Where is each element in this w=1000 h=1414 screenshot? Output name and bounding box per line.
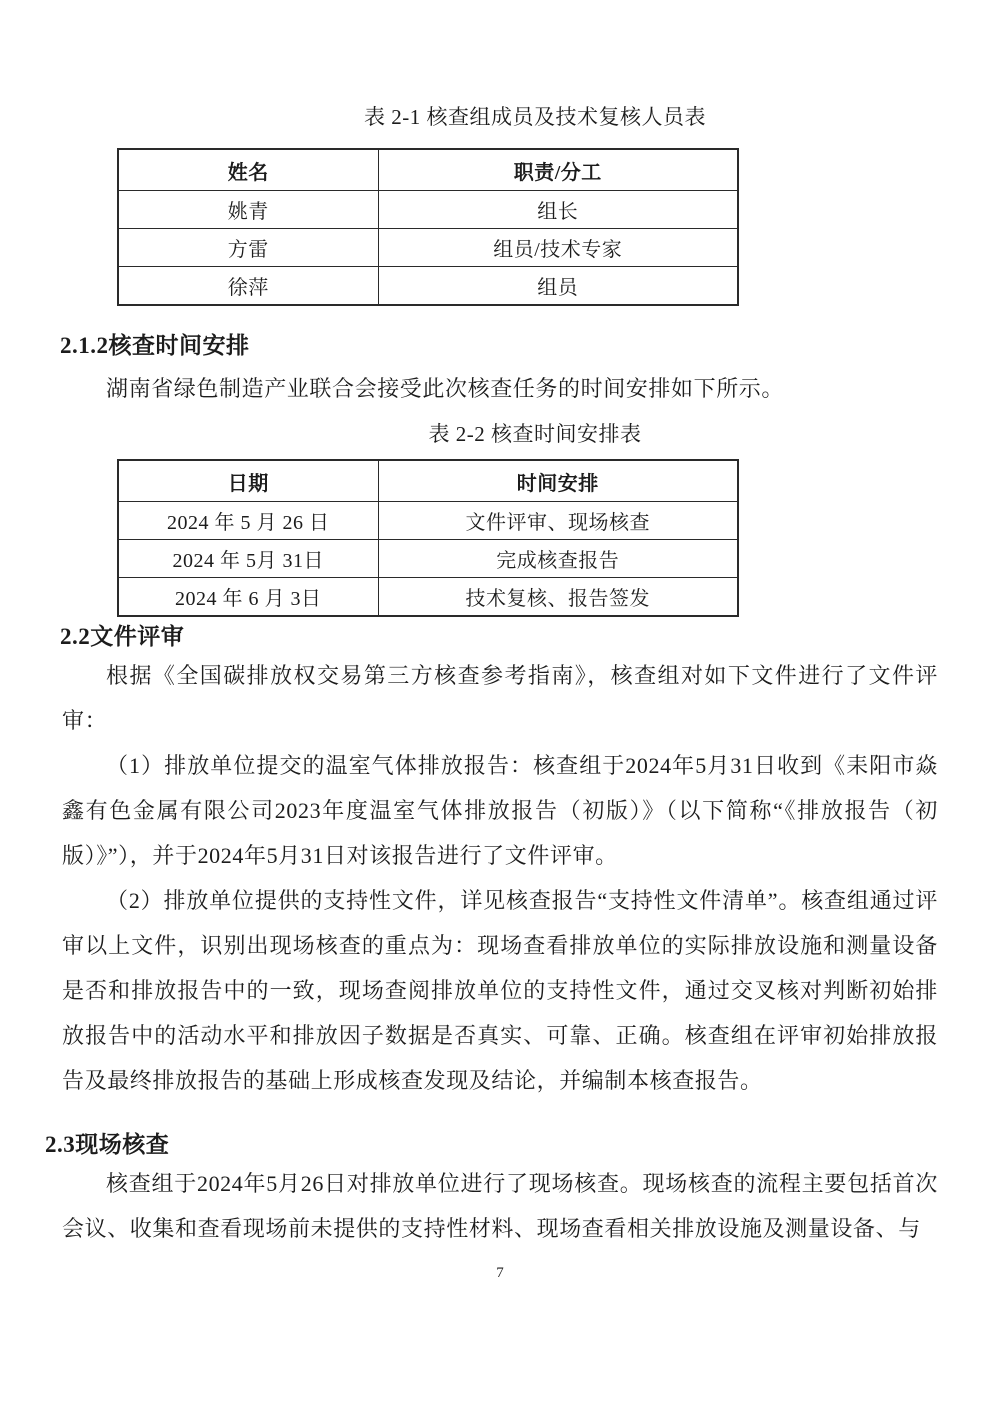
cell-name: 方雷	[118, 229, 378, 267]
cell-duty: 组员	[378, 267, 738, 306]
cell-duty: 组长	[378, 191, 738, 229]
table-2-2-schedule	[117, 459, 739, 617]
table-header-row	[118, 149, 738, 191]
section-heading-2-2: 2.2文件评审	[60, 624, 185, 649]
table-header-row	[118, 460, 738, 502]
table-2-2-caption: 表 2-2 核查时间安排表	[428, 422, 642, 446]
paragraph-schedule-intro: 湖南省绿色制造产业联合会接受此次核查任务的时间安排如下所示。	[106, 376, 785, 401]
cell-name: 徐萍	[118, 267, 378, 306]
table-row	[118, 267, 738, 306]
table-row	[118, 191, 738, 229]
paragraph-document-review-item2: （2）排放单位提供的支持性文件，详见核查报告“支持性文件清单”。核查组通过评审以上文件，识别出现场核查的重点为：现场查看排放单位的实际排放设施和测量设备是否和排放报告中的一致，现场查阅排放单位的支持性文件，通过交叉核对判断初始排放报告中的活动水平和排放因子数据是否真实、可靠、正确。核查组在评审初始排放报告及最终排放报告的基础上形成核查发现及结论，并编制本核查报告。	[62, 888, 938, 1093]
cell-name: 姚青	[118, 191, 378, 229]
cell-arrangement: 文件评审、现场核查	[378, 502, 738, 540]
column-header-duty: 职责/分工	[378, 149, 738, 191]
table-row	[118, 578, 738, 617]
paragraph-document-review-item1: （1）排放单位提交的温室气体排放报告：核查组于2024年5月31日收到《耒阳市焱鑫有色金属有限公司2023年度温室气体排放报告（初版）》（以下简称“《排放报告（初版）》”），并于2024年5月31日对该报告进行了文件评审。	[62, 753, 938, 868]
column-header-arrangement: 时间安排	[378, 460, 738, 502]
table-row	[118, 229, 738, 267]
table-row	[118, 502, 738, 540]
section-heading-2-3: 2.3现场核查	[45, 1132, 170, 1157]
cell-date: 2024 年 6 月 3日	[118, 578, 378, 617]
column-header-date: 日期	[118, 460, 378, 502]
paragraph-document-review-intro: 根据《全国碳排放权交易第三方核查参考指南》，核查组对如下文件进行了文件评审：	[62, 663, 938, 733]
column-header-name: 姓名	[118, 149, 378, 191]
cell-duty: 组员/技术专家	[378, 229, 738, 267]
cell-arrangement: 完成核查报告	[378, 540, 738, 578]
table-row	[118, 540, 738, 578]
cell-arrangement: 技术复核、报告签发	[378, 578, 738, 617]
section-heading-2-1-2: 2.1.2核查时间安排	[60, 333, 250, 358]
table-2-1-verification-team	[117, 148, 739, 306]
paragraph-onsite-verification: 核查组于2024年5月26日对排放单位进行了现场核查。现场核查的流程主要包括首次会议、收集和查看现场前未提供的支持性材料、现场查看相关排放设施及测量设备、与	[62, 1171, 938, 1241]
page-number: 7	[496, 1265, 504, 1281]
cell-date: 2024 年 5月 31日	[118, 540, 378, 578]
cell-date: 2024 年 5 月 26 日	[118, 502, 378, 540]
table-2-1-caption: 表 2-1 核查组成员及技术复核人员表	[364, 105, 706, 129]
